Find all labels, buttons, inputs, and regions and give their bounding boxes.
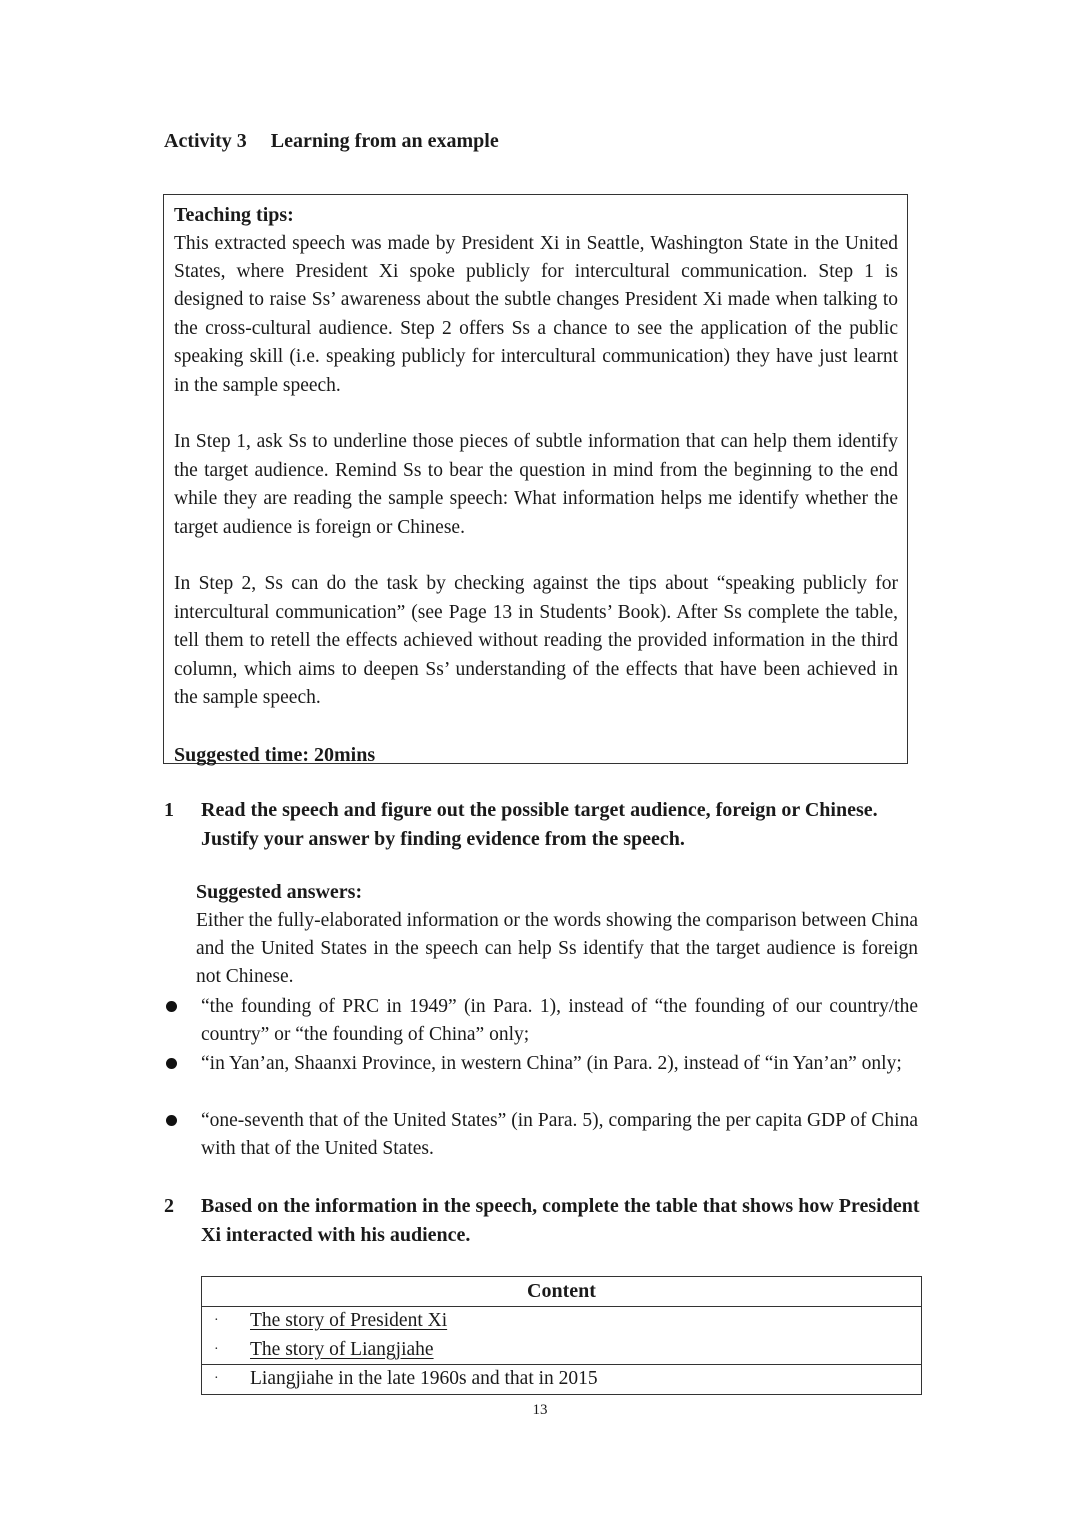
row-bullet: ·: [214, 1341, 219, 1357]
answer-bullet: [164, 993, 918, 1050]
activity-label: Activity 3: [164, 130, 247, 152]
row-bullet: ·: [214, 1313, 219, 1328]
teaching-tips-label: Teaching tips:: [174, 204, 294, 226]
task-text: Based on the information in the speech, complete the table that shows how President Xi interacted with his audience.: [201, 1195, 920, 1246]
page-number: 13: [532, 1402, 548, 1418]
suggested-time: Suggested time: 20mins: [174, 743, 376, 766]
teaching-tips-box: [163, 194, 908, 764]
tips-paragraph: This extracted speech was made by President Xi in Seattle, Washington State in the United States, where President Xi spoke publicly for intercultural communication. Step 1 is designed to raise Ss’ awareness about the subtle changes President Xi made when talking to the cross-cultural audience. Step 2 offers Ss a chance to see the application of the public speaking skill (i.e. speaking publicly for intercultural communication) they have just learnt in the sample speech.: [174, 232, 898, 396]
activity-heading: [164, 130, 499, 153]
answer-bullet: [164, 1050, 918, 1078]
table-cell: The story of President Xi: [250, 1310, 448, 1331]
activity-title: Learning from an example: [270, 130, 499, 152]
bullet-text: “the founding of PRC in 1949” (in Para. 1), instead of “the founding of our country/the country” or “the founding of China” only;: [201, 996, 918, 1046]
answer-bullet: [164, 1107, 918, 1164]
task-number: 2: [164, 1195, 174, 1217]
bullet-dot: [166, 1058, 177, 1069]
task-1: [164, 796, 924, 853]
bullet-text: “one-seventh that of the United States” (in Para. 5), comparing the per capita GDP of China with that of the United States.: [201, 1110, 918, 1160]
content-table: [201, 1276, 922, 1395]
task-2: [164, 1192, 924, 1249]
table-row: [202, 1307, 921, 1336]
task-text: Read the speech and figure out the possible target audience, foreign or Chinese. Justify your answer by finding evidence from the speech.: [201, 799, 878, 850]
suggested-answers: [196, 878, 918, 992]
table-header: Content: [202, 1277, 921, 1307]
suggested-answers-label: Suggested answers:: [196, 881, 363, 903]
table-cell: The story of Liangjiahe: [250, 1338, 434, 1360]
answers-intro: Either the fully-elaborated information or the words showing the comparison between China and the United States in the speech can help Ss identify that the target audience is foreign not Chinese.: [196, 909, 918, 988]
bullet-dot: [166, 1001, 177, 1012]
bullet-text: “in Yan’an, Shaanxi Province, in western China” (in Para. 2), instead of “in Yan’an” only;: [201, 1053, 902, 1074]
row-bullet: ·: [214, 1371, 219, 1386]
table-row: [202, 1336, 921, 1365]
table-row-group: [202, 1307, 921, 1365]
task-number: 1: [164, 799, 174, 821]
tips-paragraph: In Step 2, Ss can do the task by checking against the tips about “speaking publicly for intercultural communication” (see Page 13 in Students’ Book). After Ss complete the table, tell them to retell the effects achieved without reading the provided information in the third column, which aims to deepen Ss’ understanding of the effects that have been achieved in the sample speech.: [174, 573, 898, 708]
table-cell: Liangjiahe in the late 1960s and that in 2015: [250, 1368, 598, 1389]
table-row: [202, 1365, 921, 1394]
tips-paragraph: In Step 1, ask Ss to underline those pieces of subtle information that can help them identify the target audience. Remind Ss to bear the question in mind from the beginning to the end while they are reading the sample speech: What information helps me identify whether the target audience is foreign or Chinese.: [174, 431, 898, 538]
bullet-dot: [166, 1115, 177, 1126]
table-row-group: [202, 1365, 921, 1394]
